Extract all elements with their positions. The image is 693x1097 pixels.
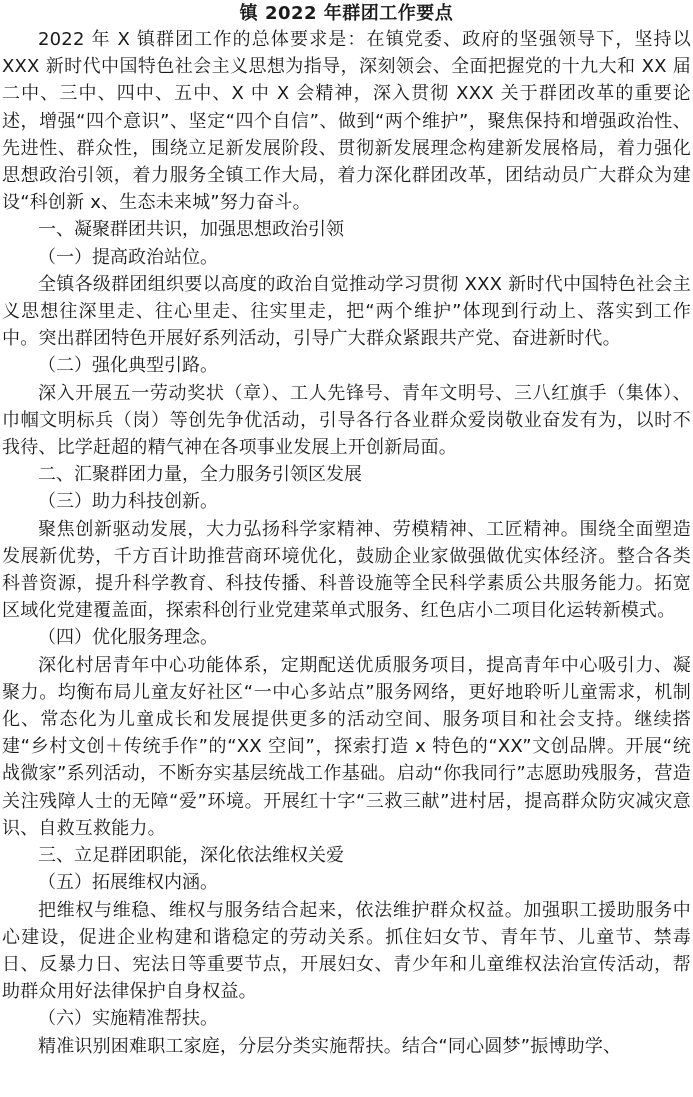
document-title: 镇 2022 年群团工作要点 — [239, 3, 454, 24]
subsection-4-paragraph: 深化村居青年中心功能体系，定期配送优质服务项目，提高青年中心吸引力、凝聚力。均衡布局儿童友好社区“一中心多站点”服务网络，更好地聆听儿童需求，机制化、常态化为儿童成长和发展提供更多的活动空间、服务项目和社会支持。继续搭建“乡村文创＋传统手作”的“XX 空间”，探索打造 x 特色的“XX”文创品牌。开展“统战微家”系列活动，不断夯实基层统战工作基础。启动“你我同行”志愿助残服务，营造关注残障人士的无障“爱”环境。开展红十字“三救三献”进村居，提高群众防灾减灾意识、自救互救能力。 — [2, 654, 691, 839]
subsection-2-paragraph: 深入开展五一劳动奖状（章）、工人先锋号、青年文明号、三八红旗手（集体）、巾帼文明标兵（岗）等创先争优活动，引导各行各业群众爱岗敬业奋发有为，以时不我待、比学赶超的精气神在各项事业发展上开创新局面。 — [2, 382, 691, 459]
subsection-2-heading: （二）强化典型引路。 — [38, 355, 218, 377]
section-1-heading: 一、凝聚群团共识，加强思想政治引领 — [38, 219, 344, 241]
subsection-3-heading: （三）助力科技创新。 — [38, 491, 218, 513]
intro-paragraph: 2022 年 X 镇群团工作的总体要求是：在镇党委、政府的坚强领导下，坚持以 XXX 新时代中国特色社会主义思想为指导，深刻领会、全面把握党的十九大和 XX 届二中、三中、四中、五中、X 中 X 会精神，深入贯彻 XXX 关于群团改革的重要论述，增强“四个意识”、坚定“四个自信”、做到“两个维护”，聚焦保持和增强政治性、先进性、群众性，围绕立足新发展阶段、贯彻新发展理念构建新发展格局，着力强化思想政治引领，着力服务全镇工作大局，着力深化群团改革，团结动员广大群众为建设“科创新 x、生态未来城”努力奋斗。 — [2, 29, 691, 214]
subsection-1-paragraph: 全镇各级群团组织要以高度的政治自觉推动学习贯彻 XXX 新时代中国特色社会主义思想往深里走、往心里走、往实里走，把“两个维护”体现到行动上、落实到工作中。突出群团特色开展好系列活动，引导广大群众紧跟共产党、奋进新时代。 — [2, 273, 691, 350]
subsection-3-paragraph: 聚焦创新驱动发展，大力弘扬科学家精神、劳模精神、工匠精神。围绕全面塑造发展新优势，千方百计助推营商环境优化，鼓励企业家做强做优实体经济。整合各类科普资源，提升科学教育、科技传播、科普设施等全民科学素质公共服务能力。拓宽区域化党建覆盖面，探索科创行业党建菜单式服务、红色店小二项目化运转新模式。 — [2, 518, 691, 622]
subsection-1-heading: （一）提高政治站位。 — [38, 246, 218, 268]
subsection-5-paragraph: 把维权与维稳、维权与服务结合起来，依法维护群众权益。加强职工援助服务中心建设，促进企业构建和谐稳定的劳动关系。抓住妇女节、青年节、儿童节、禁毒日、反暴力日、宪法日等重要节点，开展妇女、青少年和儿童维权法治宣传活动，帮助群众用好法律保护自身权益。 — [2, 899, 691, 1003]
section-2-heading: 二、汇聚群团力量，全力服务引领区发展 — [38, 464, 362, 486]
subsection-4-heading: （四）优化服务理念。 — [38, 627, 218, 649]
subsection-6-paragraph: 精准识别困难职工家庭，分层分类实施帮扶。结合“同心圆梦”振博助学、 — [38, 1035, 622, 1057]
subsection-6-heading: （六）实施精准帮扶。 — [38, 1008, 218, 1030]
subsection-5-heading: （五）拓展维权内涵。 — [38, 872, 218, 894]
section-3-heading: 三、立足群团职能，深化依法维权关爱 — [38, 845, 344, 867]
